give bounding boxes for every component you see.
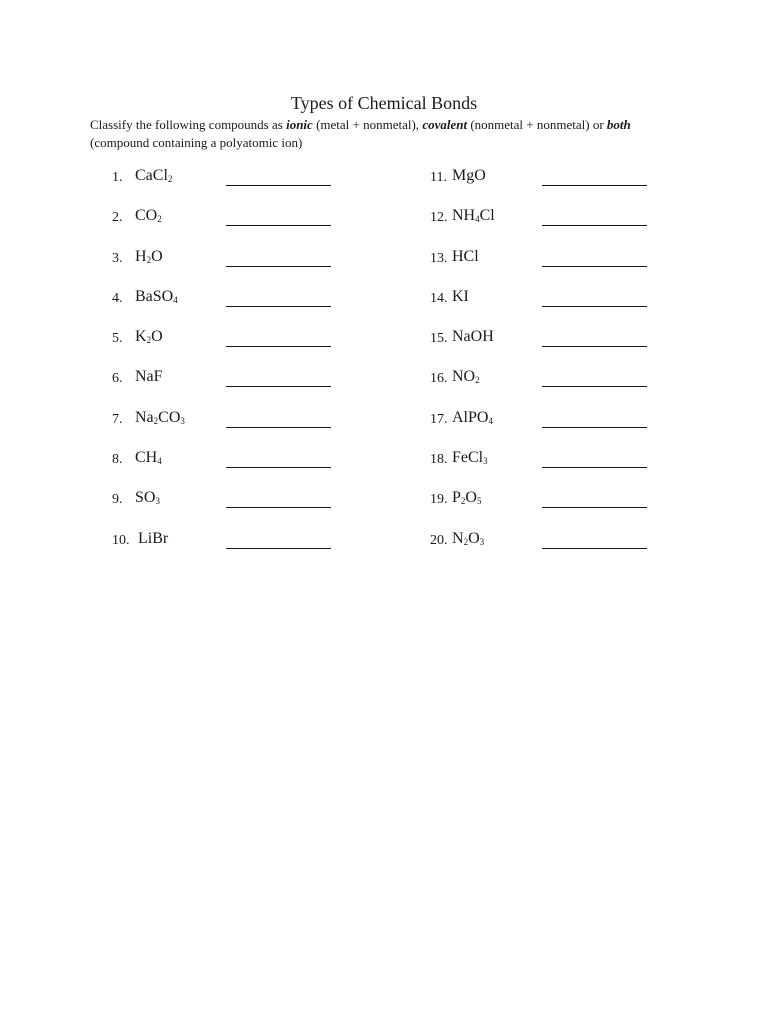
question-item bbox=[112, 408, 352, 448]
question-item bbox=[112, 327, 352, 367]
question-number: 7. bbox=[112, 411, 123, 427]
compound-formula: KI bbox=[452, 287, 469, 305]
compound-formula: MgO bbox=[452, 167, 486, 184]
answer-blank[interactable] bbox=[542, 548, 647, 549]
question-number: 14. bbox=[430, 290, 448, 306]
compound-formula: BaSO$_4$ bbox=[135, 287, 178, 305]
question-item bbox=[430, 206, 670, 246]
compound-formula: $N_2O_3$ bbox=[452, 529, 485, 547]
question-number: 16. bbox=[430, 371, 448, 387]
question-number: 6. bbox=[112, 371, 123, 387]
answer-blank[interactable] bbox=[542, 346, 647, 347]
compound-formula: $SO_3$ bbox=[135, 489, 160, 507]
compound-formula: NaOH bbox=[452, 328, 494, 346]
compound-formula: HCl bbox=[452, 247, 479, 265]
compound-formula: $P_2O_5$ bbox=[452, 489, 482, 507]
answer-blank[interactable] bbox=[542, 306, 647, 307]
compound-formula: $CH_4$ bbox=[135, 449, 162, 467]
question-number: 9. bbox=[112, 492, 123, 508]
question-number: 12. bbox=[430, 210, 448, 226]
question-number: 3. bbox=[112, 250, 123, 266]
question-item bbox=[430, 448, 670, 488]
question-item bbox=[430, 247, 670, 287]
answer-blank[interactable] bbox=[226, 225, 331, 226]
instructions-text: (compound containing a polyatomic ion) bbox=[90, 135, 303, 150]
answer-blank[interactable] bbox=[226, 427, 331, 428]
question-number: 2. bbox=[112, 210, 123, 226]
answer-blank[interactable] bbox=[542, 185, 647, 186]
answer-blank[interactable] bbox=[542, 386, 647, 387]
instructions-text: (nonmetal + nonmetal) or bbox=[467, 117, 607, 132]
question-number: 4. bbox=[112, 290, 123, 306]
question-item bbox=[430, 529, 670, 569]
instructions-text: Classify the following compounds as bbox=[90, 117, 287, 132]
covalent-keyword: covalent bbox=[422, 117, 468, 132]
answer-blank[interactable] bbox=[226, 548, 331, 549]
question-number: 18. bbox=[430, 452, 448, 468]
instructions-text: (metal + nonmetal), bbox=[312, 117, 423, 132]
question-item bbox=[112, 448, 352, 488]
question-item bbox=[112, 206, 352, 246]
answer-blank[interactable] bbox=[542, 507, 647, 508]
question-item bbox=[112, 166, 352, 206]
question-item bbox=[112, 247, 352, 287]
compound-formula: LiBr bbox=[138, 529, 169, 547]
answer-blank[interactable] bbox=[226, 306, 331, 307]
compound-formula: $H_2O$ bbox=[135, 247, 163, 265]
ionic-keyword: ionic bbox=[286, 117, 313, 132]
question-item bbox=[430, 166, 670, 206]
compound-formula: CaCl$_2$ bbox=[135, 167, 173, 184]
question-number: 8. bbox=[112, 452, 123, 468]
instructions bbox=[90, 116, 650, 152]
answer-blank[interactable] bbox=[542, 467, 647, 468]
question-number: 5. bbox=[112, 331, 123, 347]
question-item bbox=[112, 488, 352, 528]
both-keyword: both bbox=[606, 117, 631, 132]
page-title: Types of Chemical Bonds bbox=[290, 93, 478, 113]
question-number: 17. bbox=[430, 411, 448, 427]
compound-formula: FeCl$_3$ bbox=[452, 449, 488, 467]
compound-formula: $CO_2$ bbox=[135, 207, 162, 225]
question-item bbox=[112, 529, 352, 569]
question-item bbox=[430, 367, 670, 407]
answer-blank[interactable] bbox=[226, 185, 331, 186]
answer-blank[interactable] bbox=[226, 266, 331, 267]
question-column-left bbox=[112, 166, 352, 569]
compound-formula: NaF bbox=[135, 368, 163, 386]
question-number: 10. bbox=[112, 532, 130, 548]
answer-blank[interactable] bbox=[226, 386, 331, 387]
compound-formula: $NH_4Cl$ bbox=[452, 207, 495, 225]
answer-blank[interactable] bbox=[226, 346, 331, 347]
compound-formula: AlPO$_4$ bbox=[452, 408, 493, 426]
question-item bbox=[430, 287, 670, 327]
compound-formula: $Na_2CO_3$ bbox=[135, 408, 185, 426]
answer-blank[interactable] bbox=[542, 225, 647, 226]
compound-formula: $K_2O$ bbox=[135, 328, 163, 346]
question-item bbox=[430, 327, 670, 367]
question-number: 11. bbox=[430, 170, 447, 185]
question-number: 1. bbox=[112, 170, 123, 185]
answer-blank[interactable] bbox=[542, 427, 647, 428]
question-number: 19. bbox=[430, 492, 448, 508]
answer-blank[interactable] bbox=[226, 467, 331, 468]
question-item bbox=[430, 408, 670, 448]
answer-blank[interactable] bbox=[226, 507, 331, 508]
question-number: 20. bbox=[430, 532, 448, 548]
answer-blank[interactable] bbox=[542, 266, 647, 267]
question-column-right bbox=[430, 166, 670, 569]
question-number: 15. bbox=[430, 331, 448, 347]
compound-formula: $NO_2$ bbox=[452, 368, 480, 386]
question-number: 13. bbox=[430, 250, 448, 266]
question-item bbox=[112, 367, 352, 407]
question-item bbox=[430, 488, 670, 528]
question-item bbox=[112, 287, 352, 327]
